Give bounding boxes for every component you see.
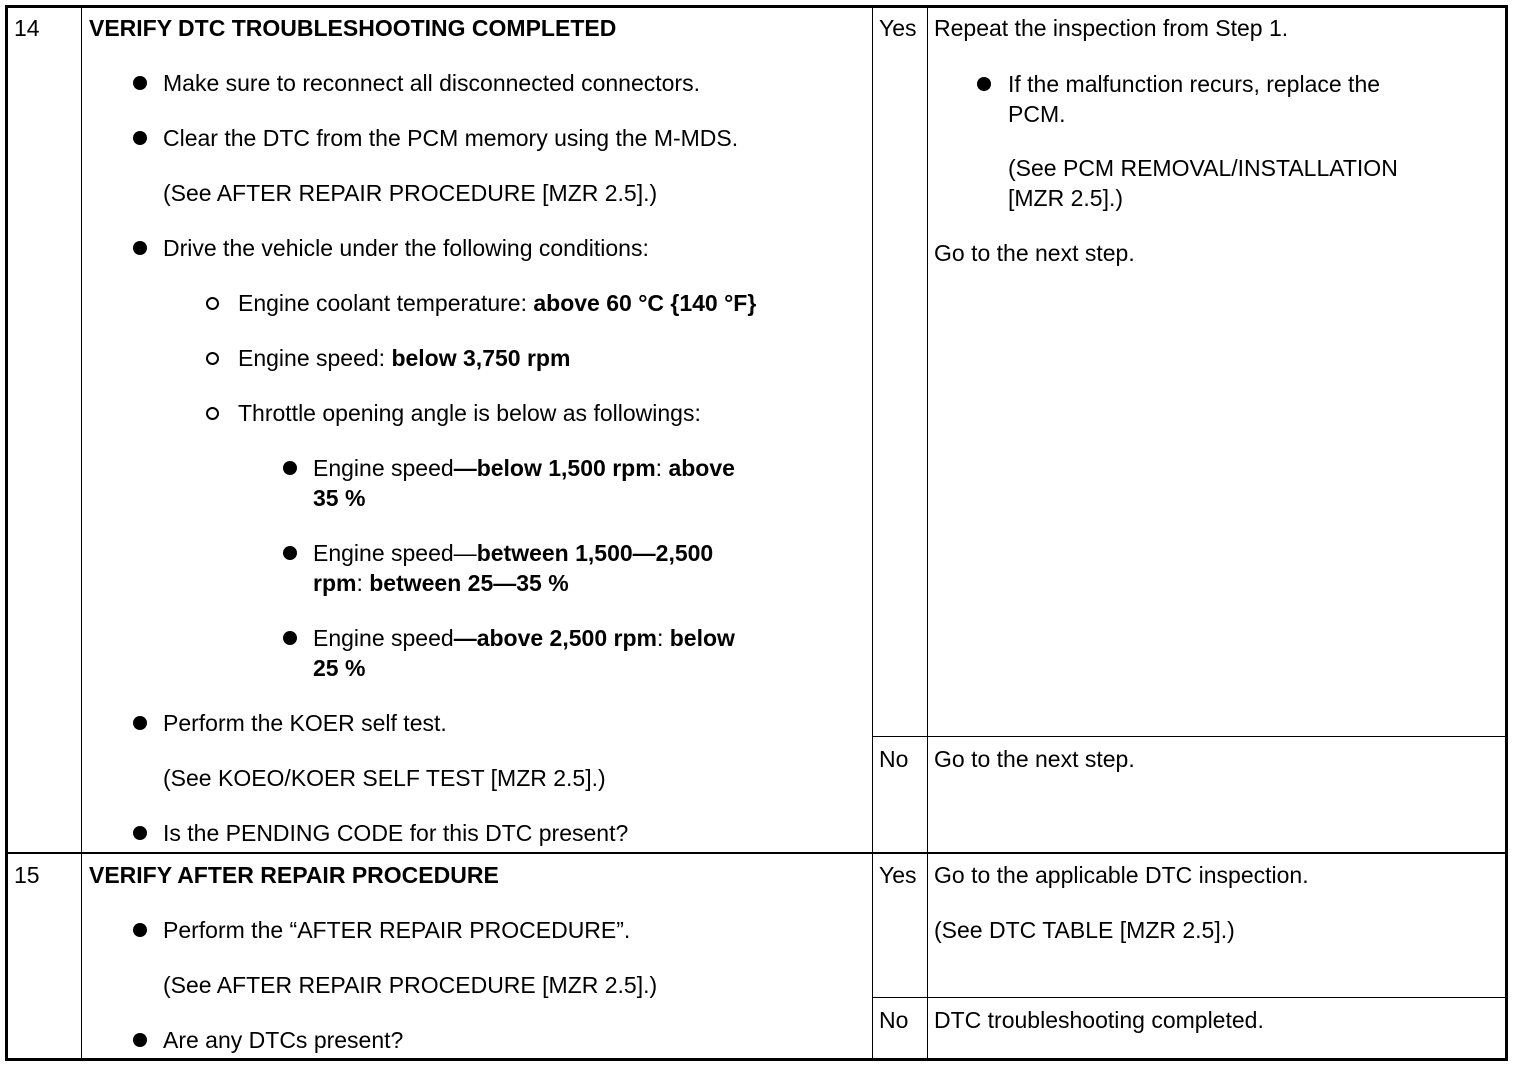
question-text: Is the PENDING CODE for this DTC present? — [163, 820, 629, 846]
action-text: Go to the next step. — [934, 746, 1135, 772]
condition-text: Throttle opening angle is below as followings: — [238, 400, 701, 426]
throttle-condition-text: Engine speed—below 1,500 rpm: above — [313, 455, 735, 481]
instruction-text: Drive the vehicle under the following conditions: — [163, 235, 649, 261]
condition-text: Engine speed: below 3,750 rpm — [238, 345, 571, 371]
sub-bullet-icon — [206, 297, 219, 310]
bullet-icon — [977, 77, 991, 91]
step-number: 15 — [14, 862, 40, 888]
reference-link[interactable]: (See PCM REMOVAL/INSTALLATION — [1008, 155, 1398, 181]
bullet-icon — [133, 76, 147, 90]
action-text: If the malfunction recurs, replace the — [1008, 71, 1381, 97]
throttle-condition-text: Engine speed—above 2,500 rpm: below — [313, 625, 735, 651]
throttle-condition-text: 35 % — [313, 485, 366, 511]
bullet-icon — [133, 826, 147, 840]
bullet-icon — [133, 923, 147, 937]
bullet-icon — [133, 241, 147, 255]
step-title: VERIFY AFTER REPAIR PROCEDURE — [89, 862, 499, 888]
reference-link[interactable]: (See AFTER REPAIR PROCEDURE [MZR 2.5].) — [163, 180, 658, 206]
action-text: PCM. — [1008, 101, 1066, 127]
throttle-condition-text: Engine speed—between 1,500—2,500 — [313, 540, 714, 566]
reference-link[interactable]: (See DTC TABLE [MZR 2.5].) — [934, 917, 1235, 943]
action-text: DTC troubleshooting completed. — [934, 1007, 1264, 1033]
reference-link[interactable]: (See AFTER REPAIR PROCEDURE [MZR 2.5].) — [163, 972, 658, 998]
instruction-text: Perform the “AFTER REPAIR PROCEDURE”. — [163, 917, 631, 943]
bullet-icon — [283, 631, 297, 645]
table-border-top — [5, 5, 1508, 8]
throttle-condition-text: 25 % — [313, 655, 366, 681]
answer-yes: Yes — [879, 862, 917, 888]
throttle-condition-text: rpm: between 25—35 % — [313, 570, 569, 596]
step-number: 14 — [14, 15, 40, 41]
bullet-icon — [283, 461, 297, 475]
sub-bullet-icon — [206, 352, 219, 365]
question-text: Are any DTCs present? — [163, 1027, 404, 1053]
answer-no: No — [879, 746, 909, 772]
column-divider-step — [81, 5, 82, 1061]
bullet-icon — [283, 546, 297, 560]
sub-bullet-icon — [206, 407, 219, 420]
table-border-left — [5, 5, 8, 1061]
column-divider-answer — [872, 5, 873, 1061]
row15-yes-no-divider — [872, 997, 1508, 998]
action-text: Go to the next step. — [934, 240, 1135, 266]
answer-yes: Yes — [879, 15, 917, 41]
instruction-text: Make sure to reconnect all disconnected connectors. — [163, 70, 700, 96]
row14-yes-no-divider — [872, 736, 1508, 737]
action-text: Go to the applicable DTC inspection. — [934, 862, 1309, 888]
bullet-icon — [133, 716, 147, 730]
reference-link[interactable]: (See KOEO/KOER SELF TEST [MZR 2.5].) — [163, 765, 606, 791]
instruction-text: Clear the DTC from the PCM memory using the M-MDS. — [163, 125, 739, 151]
bullet-icon — [133, 1033, 147, 1047]
bullet-icon — [133, 131, 147, 145]
table-border-right — [1505, 5, 1508, 1061]
reference-link[interactable]: [MZR 2.5].) — [1008, 185, 1124, 211]
row-divider — [5, 852, 1508, 854]
condition-text: Engine coolant temperature: above 60 °C {140 °F} — [238, 290, 757, 316]
step-title: VERIFY DTC TROUBLESHOOTING COMPLETED — [89, 15, 617, 41]
column-divider-action — [927, 5, 928, 1061]
table-border-bottom — [5, 1058, 1508, 1061]
instruction-text: Perform the KOER self test. — [163, 710, 447, 736]
answer-no: No — [879, 1007, 909, 1033]
action-text: Repeat the inspection from Step 1. — [934, 15, 1289, 41]
